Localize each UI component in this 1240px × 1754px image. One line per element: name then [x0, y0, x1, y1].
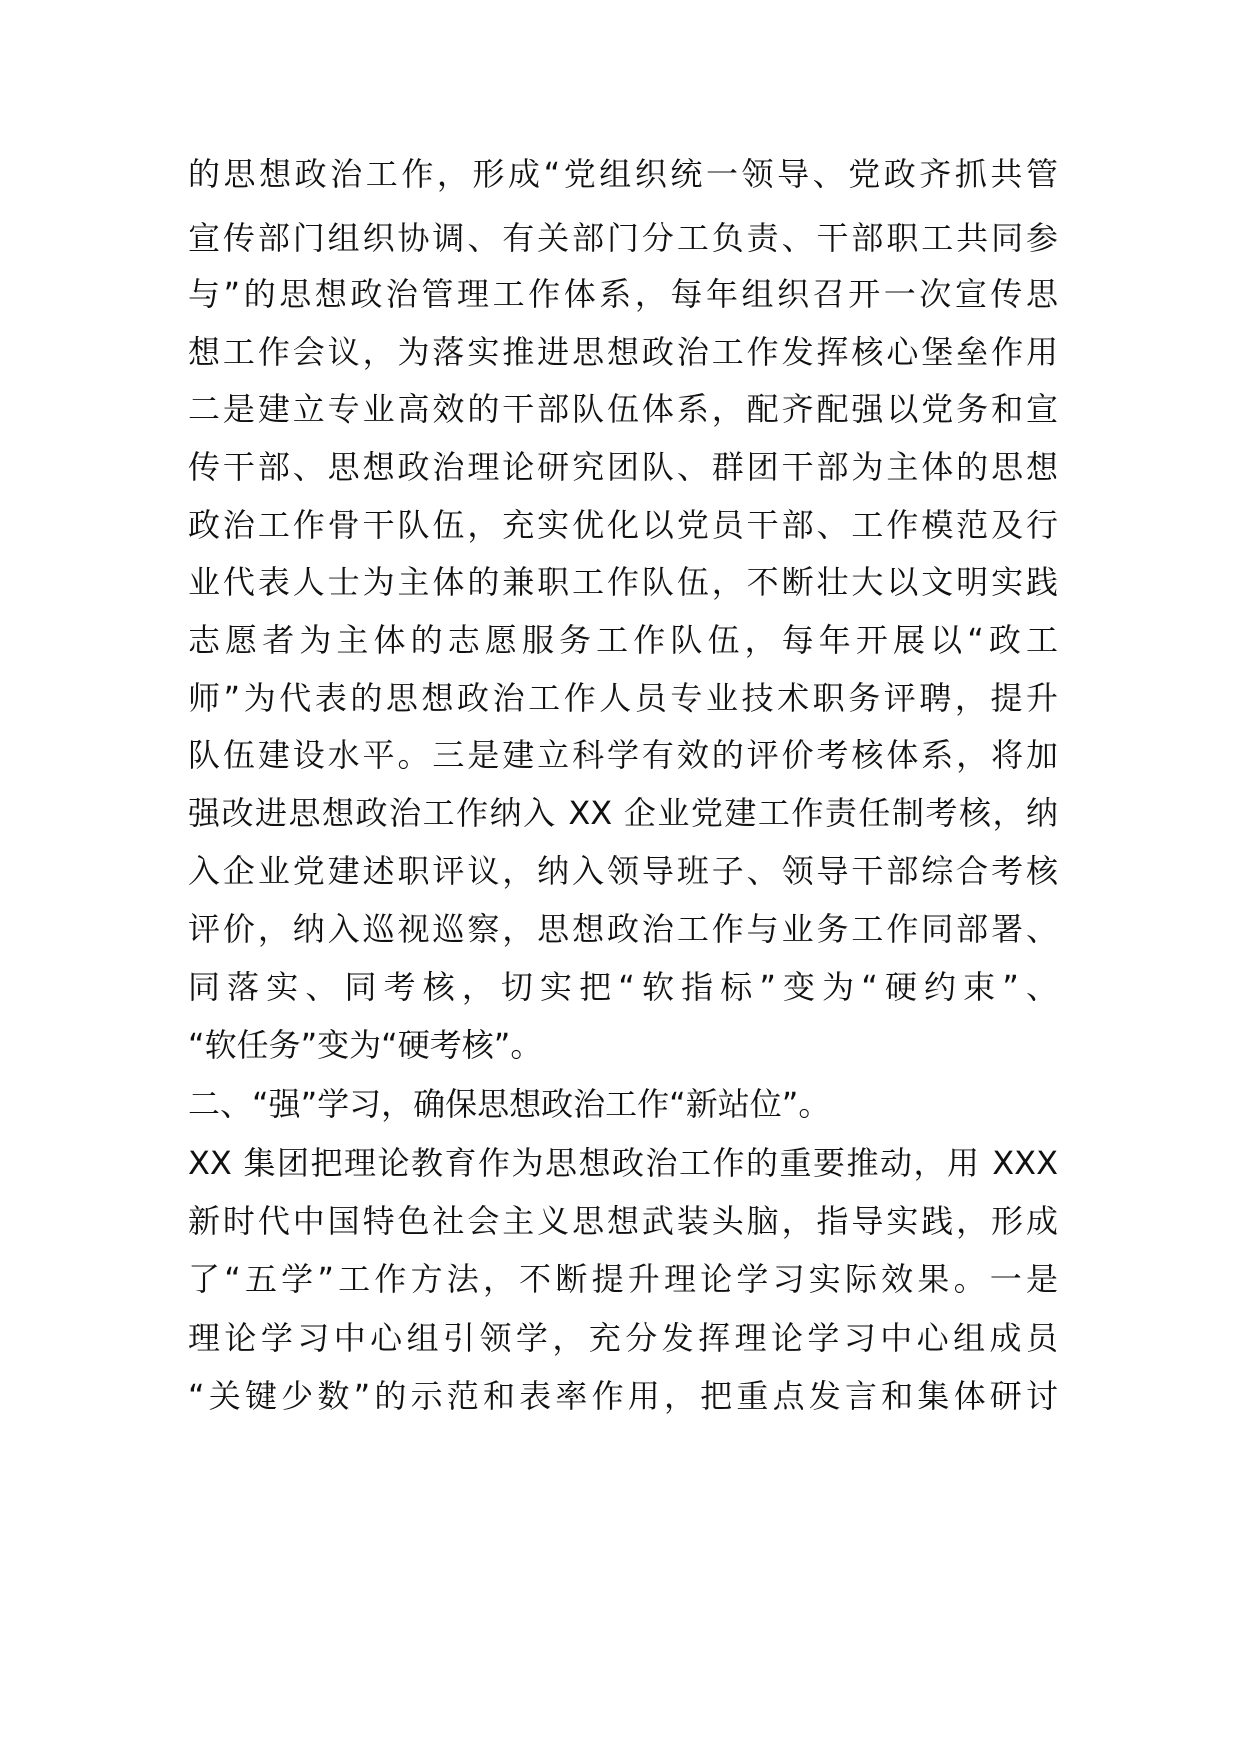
text-line: 与”的思想政治管理工作体系，每年组织召开一次宣传思	[188, 275, 1058, 313]
text-line: 同落实、同考核，切实把“软指标”变为“硬约束”、	[188, 968, 1058, 1006]
text-line: 传干部、思想政治理论研究团队、群团干部为主体的思想	[188, 448, 1058, 486]
section-heading: 二、“强”学习，确保思想政治工作“新站位”。	[188, 1085, 831, 1123]
text-line: 想工作会议，为落实推进思想政治工作发挥核心堡垒作用	[188, 333, 1058, 371]
text-line: 了“五学”工作方法，不断提升理论学习实际效果。一是	[188, 1260, 1058, 1298]
text-line: 的思想政治工作，形成“党组织统一领导、党政齐抓共管	[188, 155, 1058, 193]
text-line: 强改进思想政治工作纳入 XX 企业党建工作责任制考核，纳	[188, 794, 1058, 832]
text-line: 新时代中国特色社会主义思想武装头脑，指导实践，形成	[188, 1202, 1058, 1240]
text-line: 政治工作骨干队伍，充实优化以党员干部、工作模范及行	[188, 506, 1058, 544]
text-line: “关键少数”的示范和表率作用，把重点发言和集体研讨	[188, 1377, 1058, 1415]
text-line: 宣传部门组织协调、有关部门分工负责、干部职工共同参	[188, 219, 1058, 257]
document-page	[188, 0, 1058, 1754]
text-line: 队伍建设水平。三是建立科学有效的评价考核体系，将加	[188, 736, 1058, 774]
text-line: XX 集团把理论教育作为思想政治工作的重要推动，用 XXX	[188, 1144, 1058, 1182]
text-line: 师”为代表的思想政治工作人员专业技术职务评聘，提升	[188, 679, 1058, 717]
text-line: 业代表人士为主体的兼职工作队伍，不断壮大以文明实践	[188, 563, 1058, 601]
text-line: 二是建立专业高效的干部队伍体系，配齐配强以党务和宣	[188, 390, 1058, 428]
text-line: 评价，纳入巡视巡察，思想政治工作与业务工作同部署、	[188, 910, 1058, 948]
text-line: 入企业党建述职评议，纳入领导班子、领导干部综合考核	[188, 852, 1058, 890]
text-line: “软任务”变为“硬考核”。	[188, 1026, 543, 1064]
text-line: 志愿者为主体的志愿服务工作队伍，每年开展以“政工	[188, 621, 1058, 659]
text-line: 理论学习中心组引领学，充分发挥理论学习中心组成员	[188, 1319, 1058, 1357]
